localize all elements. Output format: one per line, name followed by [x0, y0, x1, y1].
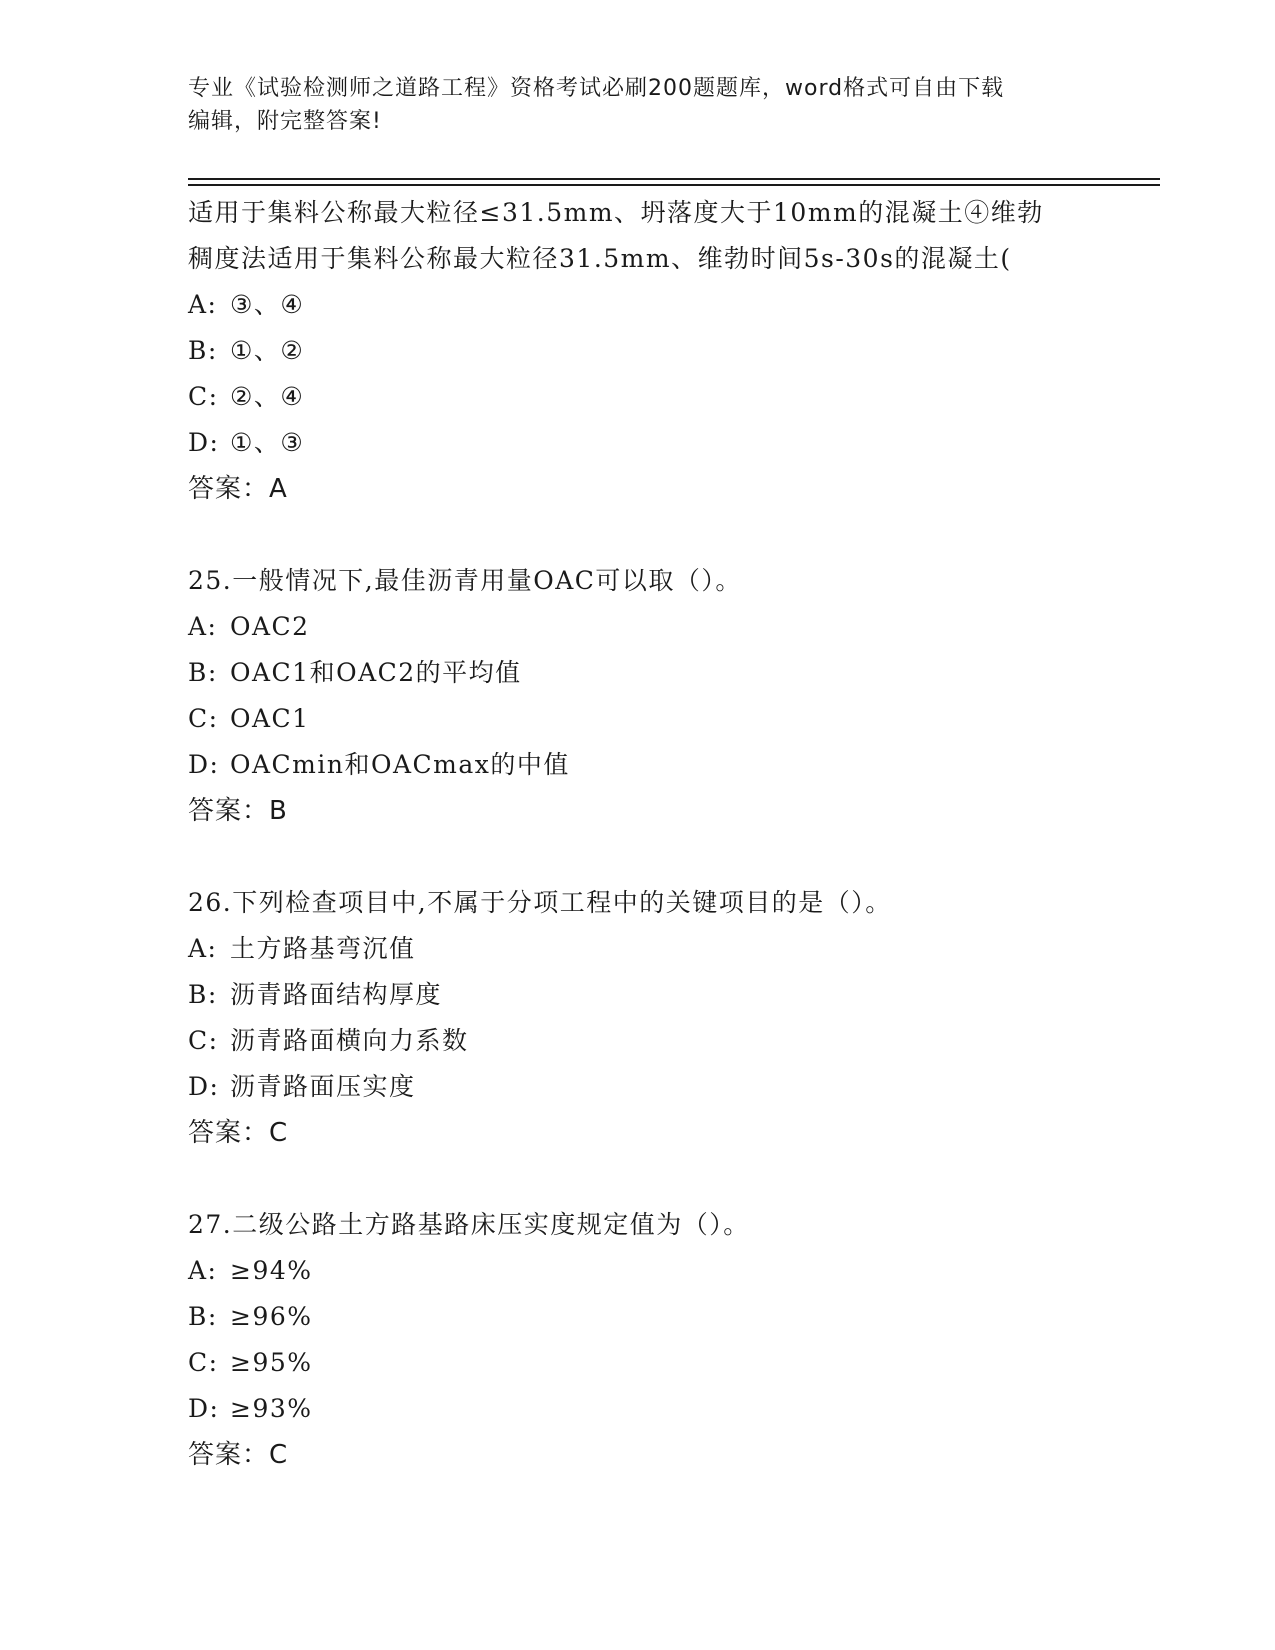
answer-line: 答案：B — [188, 796, 288, 826]
option-c — [188, 1340, 1108, 1386]
option-key: C: — [188, 1348, 219, 1377]
option-key: A: — [188, 290, 218, 319]
answer-line: 答案：A — [188, 474, 288, 504]
option-key: C: — [188, 704, 219, 733]
option-text: ≥93% — [230, 1394, 313, 1423]
option-key: D: — [188, 428, 220, 457]
header-title-line-2: 编辑，附完整答案! — [188, 109, 382, 134]
option-c — [188, 1018, 1108, 1064]
option-d — [188, 1064, 1108, 1110]
option-key: B: — [188, 658, 218, 687]
option-text: ①、② — [230, 336, 305, 365]
header-divider-bottom — [188, 184, 1160, 186]
option-text: ①、③ — [230, 428, 305, 457]
option-key: B: — [188, 336, 218, 365]
option-text: OAC2 — [230, 612, 310, 641]
option-a — [188, 926, 1108, 972]
question-stem: 27.二级公路土方路基路床压实度规定值为（）。 — [188, 1210, 750, 1239]
header-divider-top — [188, 178, 1160, 180]
option-b — [188, 650, 1108, 696]
option-text: 沥青路面结构厚度 — [230, 980, 443, 1009]
question-27 — [188, 1202, 1108, 1478]
option-d — [188, 742, 1108, 788]
option-key: A: — [188, 934, 218, 963]
option-key: D: — [188, 1072, 220, 1101]
option-key: B: — [188, 1302, 218, 1331]
option-b — [188, 328, 1108, 374]
option-key: A: — [188, 1256, 218, 1285]
question-stem: 26.下列检查项目中,不属于分项工程中的关键项目的是（）。 — [188, 888, 892, 917]
option-text: 沥青路面压实度 — [230, 1072, 416, 1101]
option-text: OAC1 — [230, 704, 310, 733]
option-text: 沥青路面横向力系数 — [230, 1026, 469, 1055]
option-d — [188, 420, 1108, 466]
answer-line: 答案：C — [188, 1118, 289, 1148]
option-a — [188, 282, 1108, 328]
question-text-line: 适用于集料公称最大粒径≤31.5mm、坍落度大于10mm的混凝土④维勃 — [188, 198, 1044, 227]
question-26 — [188, 880, 1108, 1156]
option-text: ②、④ — [230, 382, 305, 411]
option-a — [188, 1248, 1108, 1294]
option-c — [188, 696, 1108, 742]
option-key: A: — [188, 612, 218, 641]
option-key: C: — [188, 1026, 219, 1055]
option-c — [188, 374, 1108, 420]
continued-question — [188, 190, 1108, 512]
option-a — [188, 604, 1108, 650]
question-content — [188, 190, 1108, 1478]
spacer — [188, 1156, 1108, 1202]
option-b — [188, 1294, 1108, 1340]
question-25 — [188, 558, 1108, 834]
option-text: OAC1和OAC2的平均值 — [230, 658, 522, 687]
option-text: ≥95% — [230, 1348, 313, 1377]
option-key: B: — [188, 980, 218, 1009]
option-text: OACmin和OACmax的中值 — [230, 750, 570, 779]
option-d — [188, 1386, 1108, 1432]
option-text: ③、④ — [230, 290, 305, 319]
header-title-line-1: 专业《试验检测师之道路工程》资格考试必刷200题题库，word格式可自由下载 — [188, 76, 1005, 101]
document-header — [188, 72, 1088, 138]
answer-line: 答案：C — [188, 1440, 289, 1470]
option-text: ≥94% — [230, 1256, 313, 1285]
option-text: ≥96% — [230, 1302, 313, 1331]
option-text: 土方路基弯沉值 — [230, 934, 416, 963]
option-key: C: — [188, 382, 219, 411]
spacer — [188, 512, 1108, 558]
option-b — [188, 972, 1108, 1018]
option-key: D: — [188, 1394, 220, 1423]
question-text-line: 稠度法适用于集料公称最大粒径31.5mm、维勃时间5s-30s的混凝土( — [188, 244, 1012, 273]
spacer — [188, 834, 1108, 880]
question-stem: 25.一般情况下,最佳沥青用量OAC可以取（）。 — [188, 566, 742, 595]
option-key: D: — [188, 750, 220, 779]
